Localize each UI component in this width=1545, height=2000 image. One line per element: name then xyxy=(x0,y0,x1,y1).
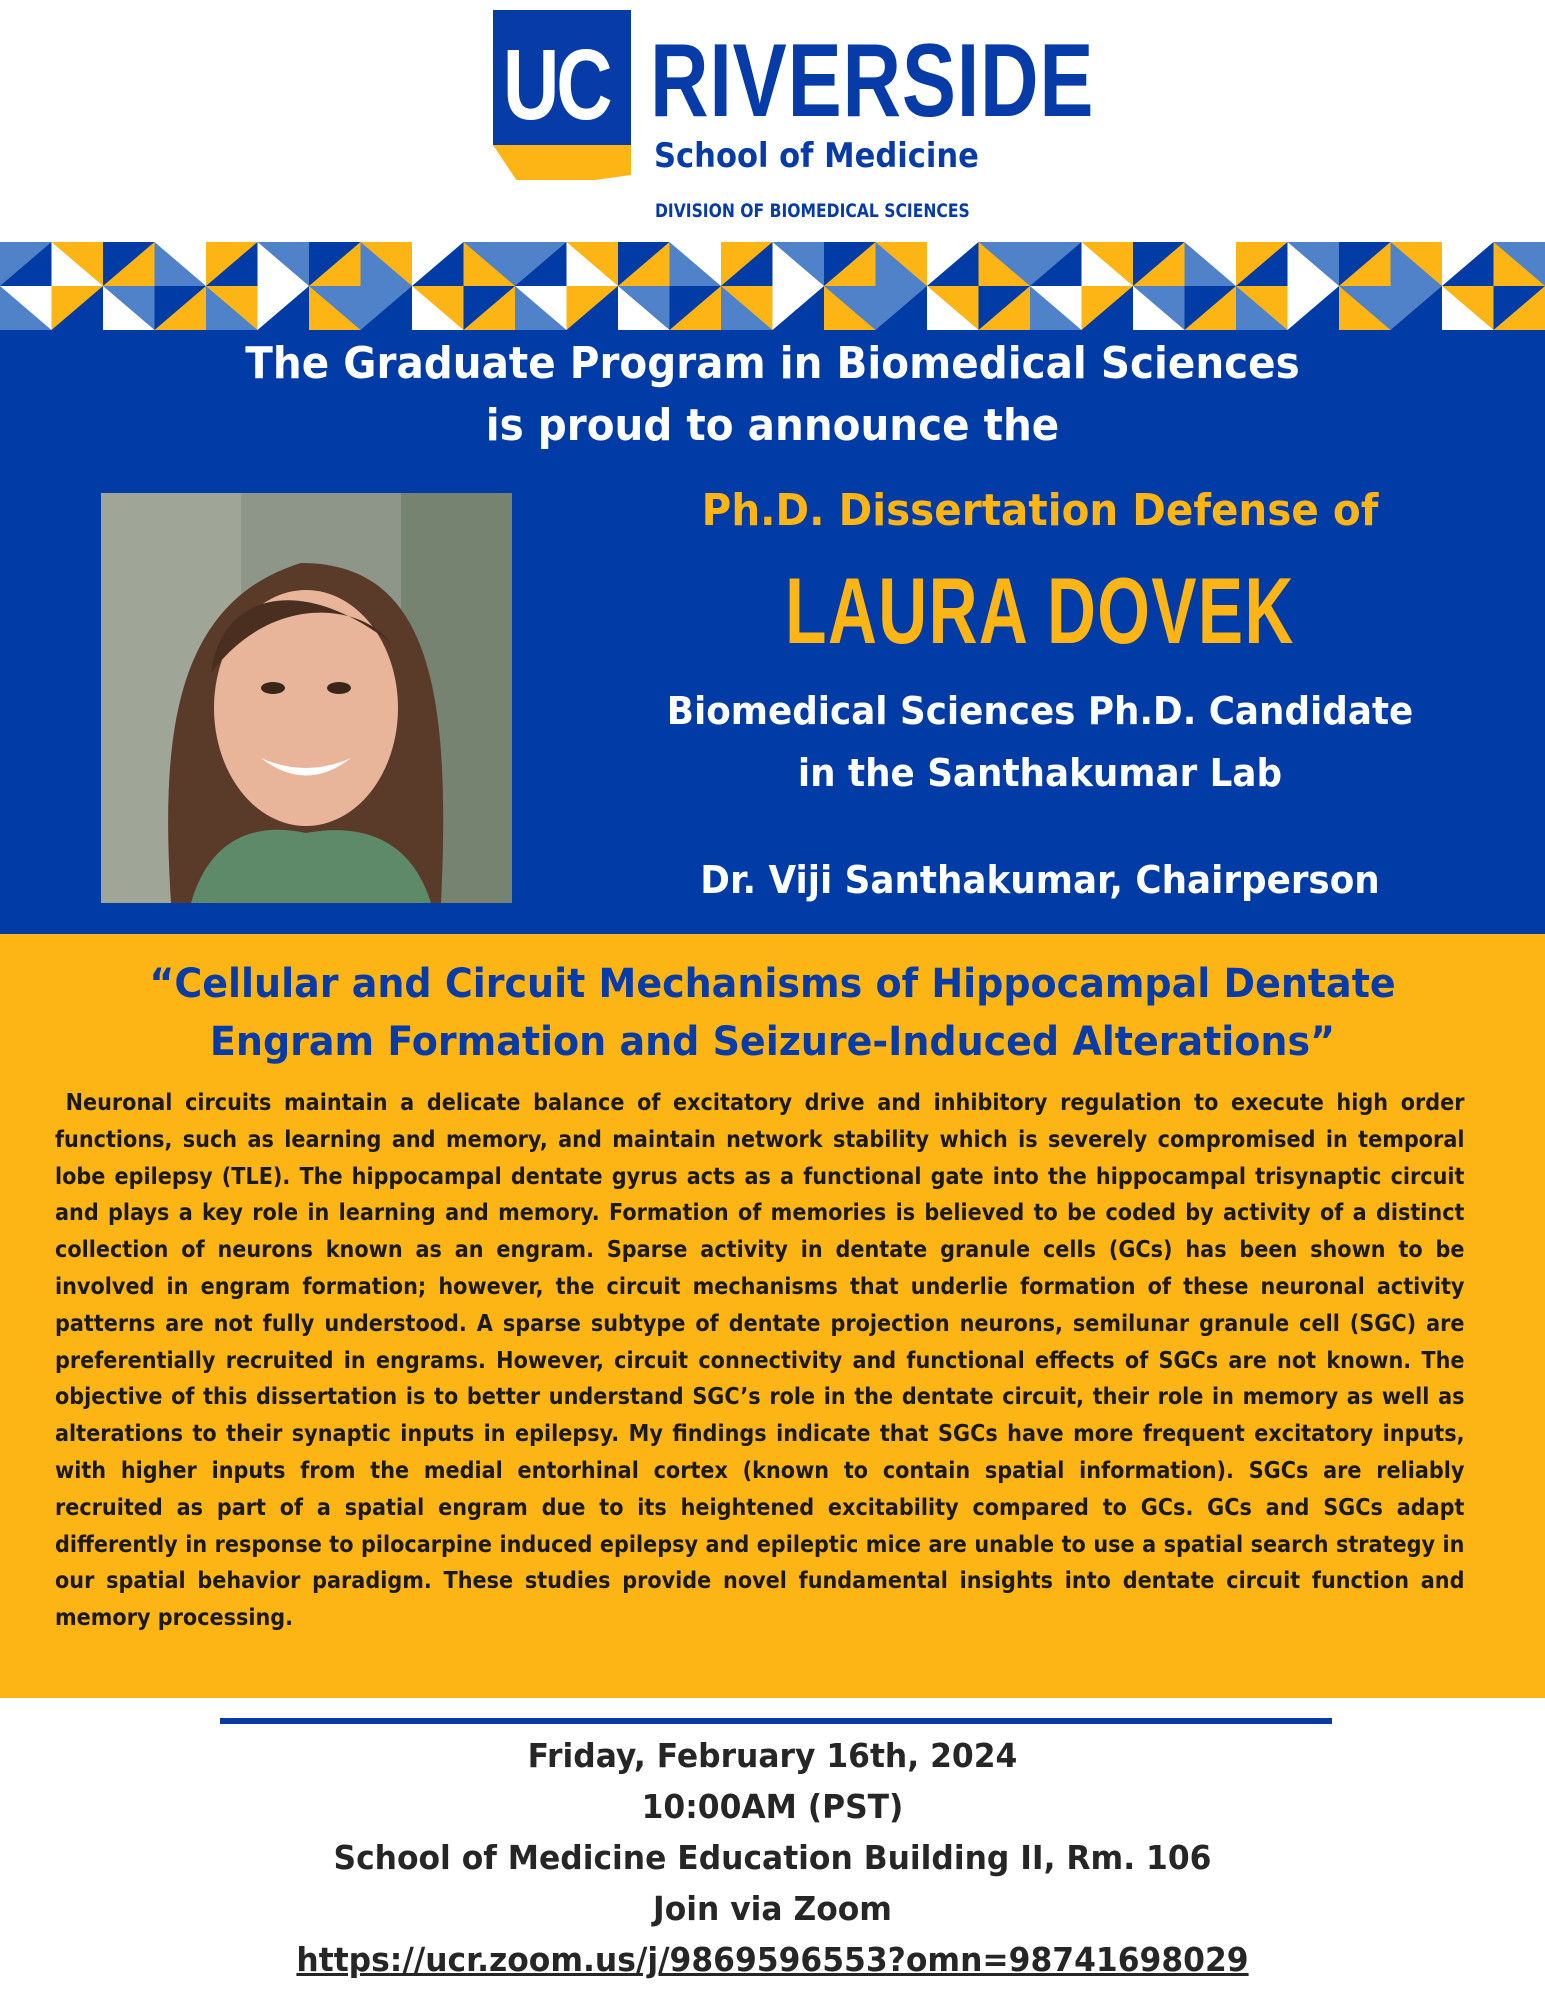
logo-uc-text: UC xyxy=(503,29,610,141)
dissertation-title-line-2: Engram Formation and Seizure-Induced Alterations” xyxy=(209,1019,1336,1065)
logo-riverside-text: RIVERSIDE xyxy=(650,23,1095,139)
candidate-role-line-2: in the Santhakumar Lab xyxy=(797,751,1283,795)
candidate-photo xyxy=(101,493,512,903)
zoom-link[interactable]: https://ucr.zoom.us/j/9869596553?omn=98741698029 xyxy=(296,1940,1249,1979)
portrait-photo-icon xyxy=(101,493,512,903)
chairperson: Dr. Viji Santhakumar, Chairperson xyxy=(700,858,1380,902)
dissertation-title xyxy=(60,955,1485,1071)
divider xyxy=(220,1718,1332,1724)
event-details xyxy=(0,1730,1545,1985)
logo-school-name: School of Medicine xyxy=(654,136,979,176)
ucr-logo xyxy=(0,0,1545,240)
candidate-role-line-1: Biomedical Sciences Ph.D. Candidate xyxy=(666,689,1414,733)
defense-label: Ph.D. Dissertation Defense of xyxy=(701,485,1379,536)
zoom-label: Join via Zoom xyxy=(653,1889,892,1928)
event-location: School of Medicine Education Building II, Rm. 106 xyxy=(333,1838,1212,1877)
announcement-line-2: is proud to announce the xyxy=(485,400,1060,451)
candidate-role xyxy=(600,680,1480,804)
announcement-heading xyxy=(0,333,1545,457)
announcement-line-1: The Graduate Program in Biomedical Sciences xyxy=(245,338,1300,389)
decorative-pattern-band xyxy=(0,242,1545,330)
event-time: 10:00AM (PST) xyxy=(641,1787,904,1826)
candidate-name: LAURA DOVEK xyxy=(785,558,1295,663)
logo-division-name: DIVISION OF BIOMEDICAL SCIENCES xyxy=(655,200,970,222)
dissertation-title-line-1: “Cellular and Circuit Mechanisms of Hippocampal Dentate xyxy=(149,961,1396,1007)
event-date: Friday, February 16th, 2024 xyxy=(527,1736,1018,1775)
dissertation-abstract: Neuronal circuits maintain a delicate balance of excitatory drive and inhibitory regulation to execute high order functions, such as learning and memory, and maintain network stability which is severely compromised in temporal lobe epilepsy (TLE). The hippocampal dentate gyrus acts as a functional gate into the hippocampal trisynaptic circuit and plays a key role in learning and memory. Formation of memories is believed to be coded by activity of a distinct collection of neurons known as an engram. Sparse activity in dentate granule cells (GCs) has been shown to be involved in engram formation; however, the circuit mechanisms that underlie formation of these neuronal activity patterns are not fully understood. A sparse subtype of dentate projection neurons, semilunar granule cell (SGC) are preferentially recruited in engrams. However, circuit connectivity and functional effects of SGCs are not known. The objective of this dissertation is to better understand SGC’s role in the dentate circuit, their role in memory as well as alterations to their synaptic inputs in epilepsy. My findings indicate that SGCs have more frequent excitatory inputs, with higher inputs from the medial entorhinal cortex (known to contain spatial information). SGCs are reliably recruited as part of a spatial engram due to its heightened excitability compared to GCs. GCs and SGCs adapt differently in response to pilocarpine induced epilepsy and epileptic mice are unable to use a spatial search strategy in our spatial behavior paradigm. These studies provide novel fundamental insights into dentate circuit function and memory processing. xyxy=(55,1088,1465,1632)
